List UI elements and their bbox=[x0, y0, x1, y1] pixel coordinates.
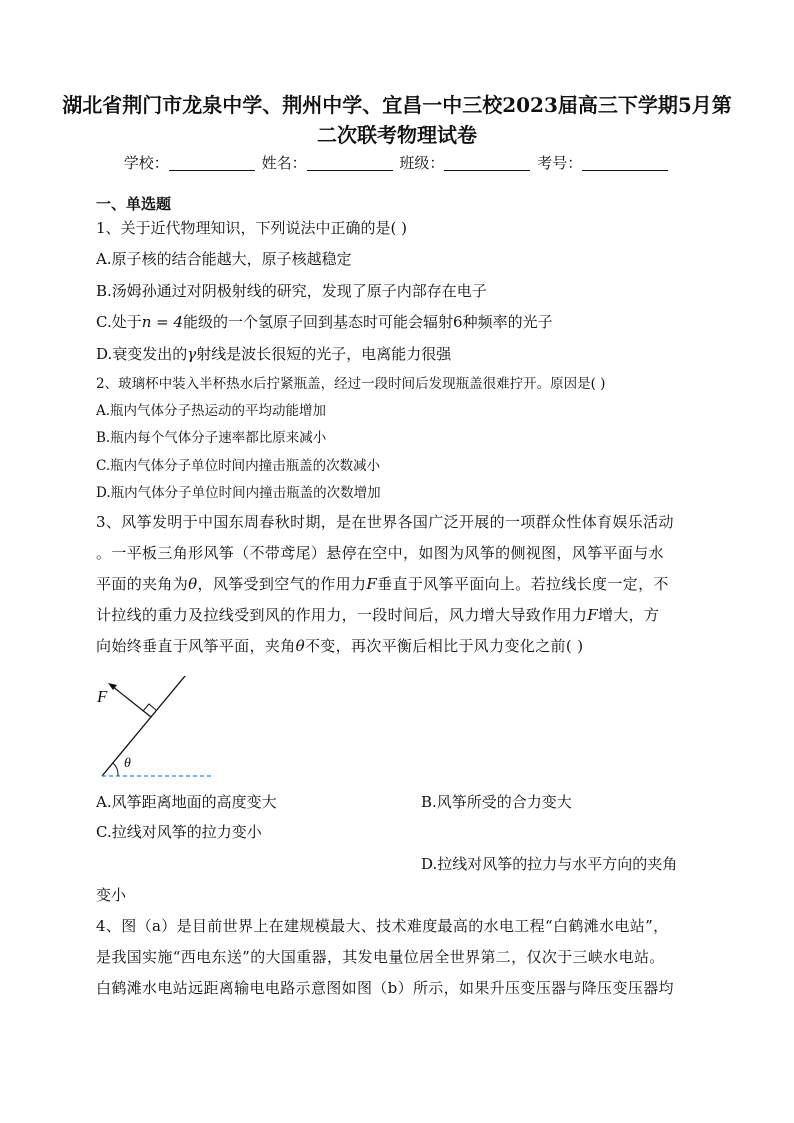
q3-l3-f: F bbox=[366, 575, 378, 593]
q3-l4-pre: 计拉线的重力及拉线受到风的作用力，一段时间后，风力增大导致作用力 bbox=[96, 606, 588, 624]
name-blank bbox=[307, 155, 393, 171]
q3-line-3 bbox=[96, 573, 669, 595]
q2-option-b: B.瓶内每个气体分子速率都比原来减小 bbox=[96, 430, 327, 446]
theta-arc bbox=[113, 763, 118, 776]
q1-c-pre: C.处于 bbox=[96, 313, 142, 331]
q2-option-d: D.瓶内气体分子单位时间内撞击瓶盖的次数增加 bbox=[96, 485, 381, 501]
q3-option-d-cont: 变小 bbox=[96, 886, 127, 904]
q1-option-d bbox=[96, 343, 451, 365]
q3-line-5 bbox=[96, 635, 583, 657]
section-title: 一、单选题 bbox=[96, 195, 172, 213]
fig-label-theta: θ bbox=[124, 756, 131, 771]
q3-line-4 bbox=[96, 604, 659, 626]
q4-line-1: 4、图（a）是目前世界上在建规模最大、技术难度最高的水电工程“白鹤滩水电站”， bbox=[96, 917, 669, 935]
exam-title: 湖北省荆门市龙泉中学、荆州中学、宜昌一中三校2023届高三下学期5月第二次联考物理试卷 bbox=[62, 93, 732, 147]
q3-l4-post: 增大，方 bbox=[597, 606, 660, 624]
q4-line-3: 白鹤滩水电站远距离输电电路示意图如图（b）所示，如果升压变压器与降压变压器均 bbox=[96, 979, 674, 997]
force-arrow-line bbox=[112, 686, 151, 717]
q3-l3-post: 垂直于风筝平面向上。若拉线长度一定，不 bbox=[377, 575, 669, 593]
q3-option-a: A.风筝距离地面的高度变大 bbox=[96, 793, 277, 811]
q1-option-a: A.原子核的结合能越大，原子核越稳定 bbox=[96, 250, 352, 268]
q3-l3-pre: 平面的夹角为 bbox=[96, 575, 189, 593]
school-blank bbox=[169, 155, 255, 171]
class-label: 班级： bbox=[399, 154, 445, 172]
school-label: 学校： bbox=[123, 154, 169, 172]
q3-l5-theta: θ bbox=[295, 637, 305, 655]
exam-no-blank bbox=[582, 155, 668, 171]
exam-no-label: 考号： bbox=[537, 154, 583, 172]
q2-option-c: C.瓶内气体分子单位时间内撞击瓶盖的次数减小 bbox=[96, 458, 381, 474]
q1-d-pre: D.衰变发出的 bbox=[96, 345, 188, 363]
q3-l3-mid: ，风筝受到空气的作用力 bbox=[197, 575, 367, 593]
q1-c-math: n = 4 bbox=[141, 313, 184, 331]
q3-option-b: B.风筝所受的合力变大 bbox=[421, 793, 572, 811]
q3-line-1: 3、风筝发明于中国东周春秋时期，是在世界各国广泛开展的一项群众性体育娱乐活动 bbox=[96, 513, 674, 531]
q3-l5-post: 不变，再次平衡后相比于风力变化之前( ) bbox=[304, 637, 584, 655]
student-info-row bbox=[0, 152, 794, 174]
q1-d-math: γ bbox=[187, 345, 197, 363]
q2-stem: 2、玻璃杯中装入半杯热水后拧紧瓶盖，经过一段时间后发现瓶盖很难拧开。原因是( ) bbox=[96, 376, 606, 392]
q4-line-2: 是我国实施“西电东送”的大国重器，其发电量位居全世界第二，仅次于三峡水电站。 bbox=[96, 948, 665, 966]
name-label: 姓名： bbox=[261, 154, 307, 172]
q1-d-post: 射线是波长很短的光子，电离能力很强 bbox=[196, 345, 452, 363]
q3-line-2: 。一平板三角形风筝（不带鸢尾）悬停在空中，如图为风筝的侧视图，风筝平面与水 bbox=[96, 544, 664, 562]
q1-c-post: 能级的一个氢原子回到基态时可能会辐射6种频率的光子 bbox=[183, 313, 553, 331]
kite-diagram bbox=[92, 676, 222, 786]
q3-option-c: C.拉线对风筝的拉力变小 bbox=[96, 823, 262, 841]
right-angle-mark bbox=[143, 704, 156, 711]
q1-option-c bbox=[96, 311, 553, 333]
fig-label-f: F bbox=[97, 687, 108, 706]
q3-l3-theta: θ bbox=[188, 575, 198, 593]
q3-l4-f: F bbox=[587, 606, 598, 624]
q1-option-b: B.汤姆孙通过对阴极射线的研究，发现了原子内部存在电子 bbox=[96, 282, 487, 300]
q2-option-a: A.瓶内气体分子热运动的平均动能增加 bbox=[96, 403, 327, 419]
q3-l5-pre: 向始终垂直于风筝平面，夹角 bbox=[96, 637, 296, 655]
class-blank bbox=[444, 155, 530, 171]
q1-stem: 1、关于近代物理知识，下列说法中正确的是( ) bbox=[96, 219, 408, 237]
kite-plane-line bbox=[102, 676, 190, 776]
q3-option-d: D.拉线对风筝的拉力与水平方向的夹角 bbox=[421, 855, 678, 873]
